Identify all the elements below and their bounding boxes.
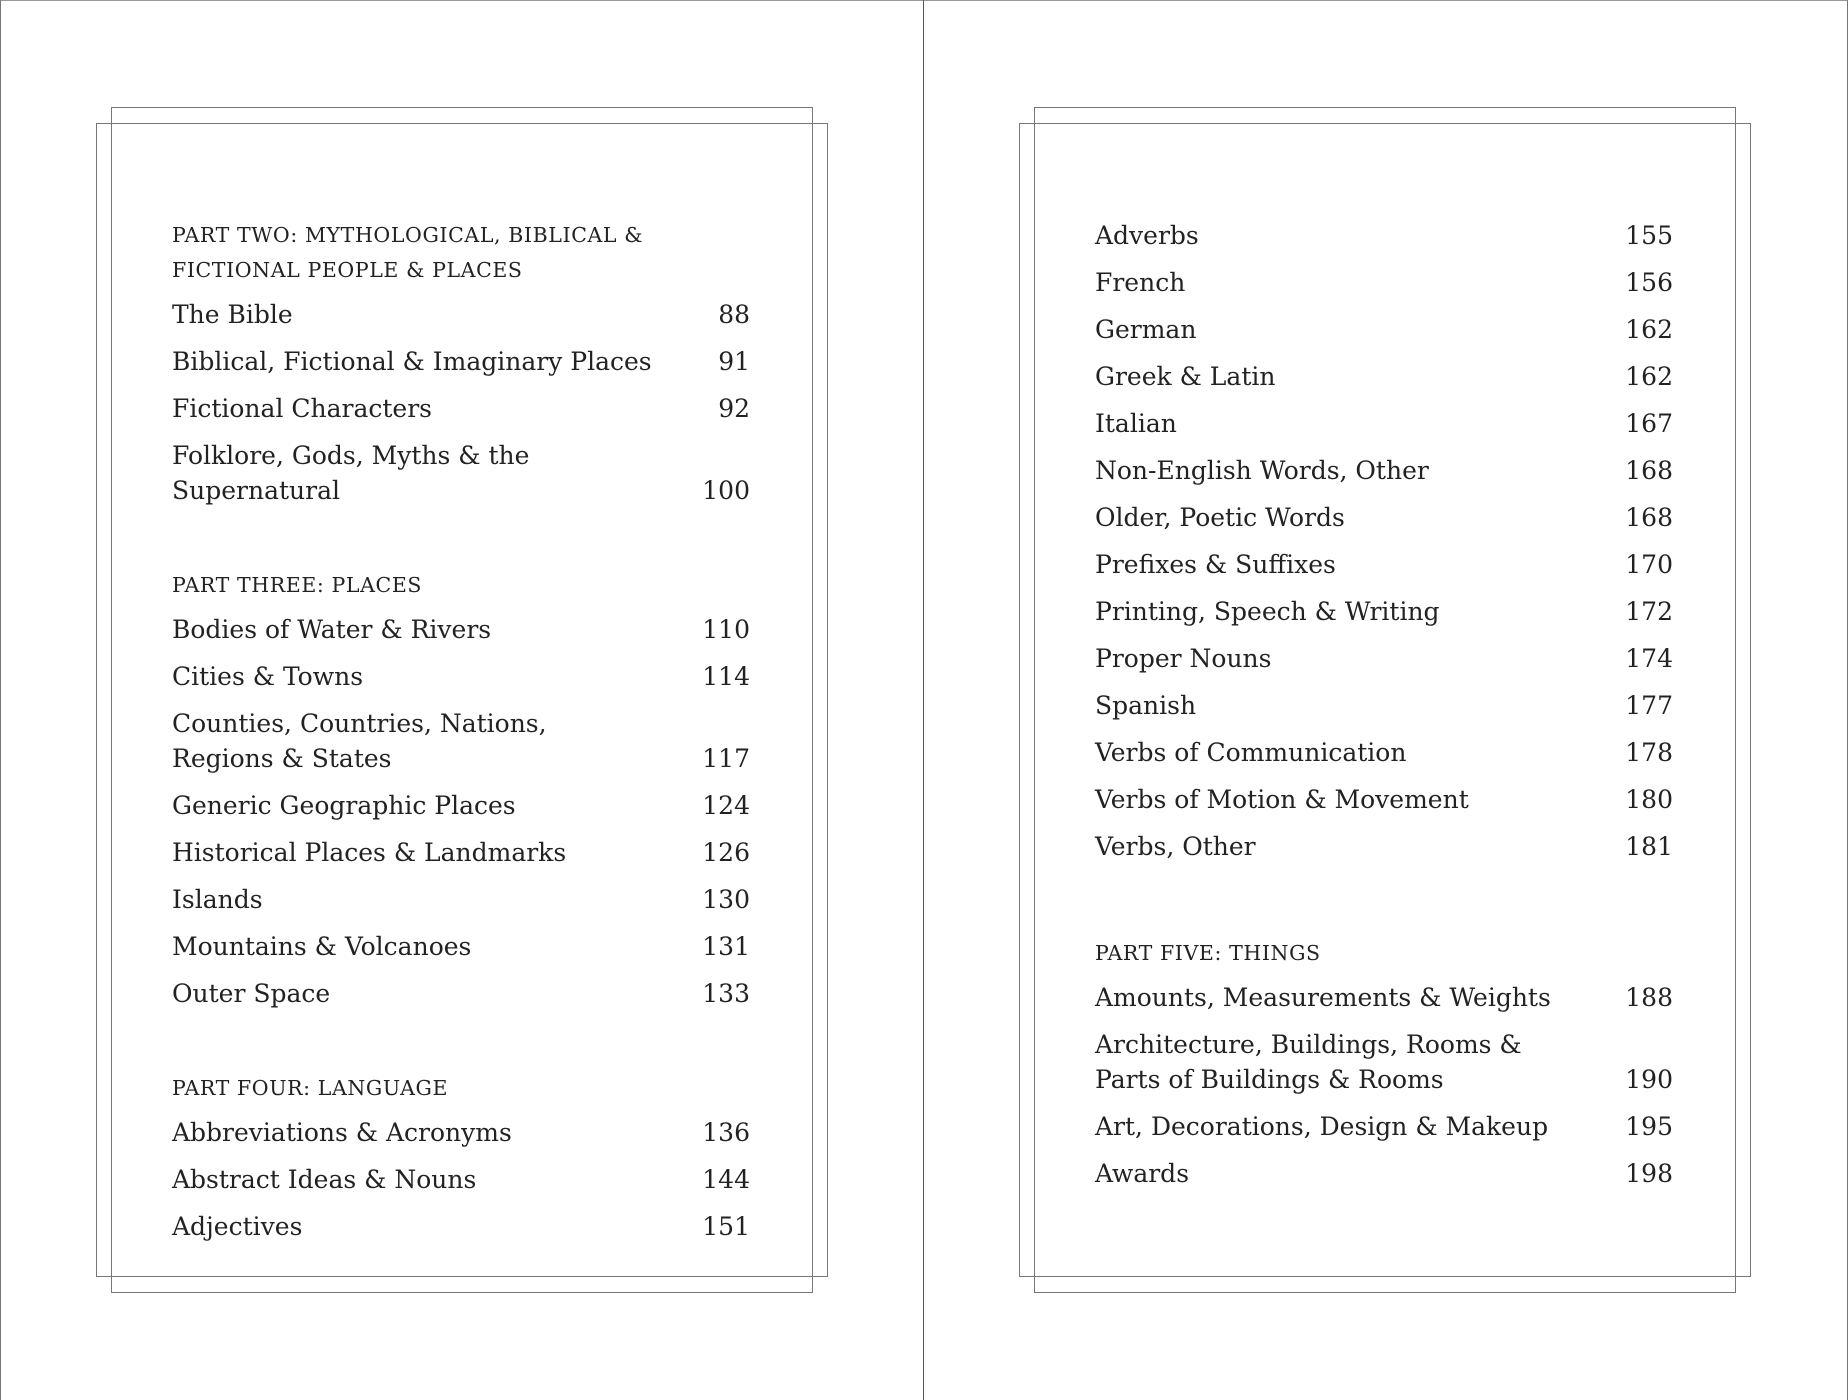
entry-label: Proper Nouns xyxy=(1095,644,1272,673)
toc-entry xyxy=(172,391,750,426)
entry-label: Islands xyxy=(172,885,263,914)
entry-label: Italian xyxy=(1095,409,1177,438)
section-spacer xyxy=(1095,876,1673,936)
toc-entry xyxy=(1095,406,1673,441)
entry-page-number: 198 xyxy=(1625,1159,1673,1188)
toc-entry xyxy=(1095,312,1673,347)
toc-entry xyxy=(172,976,750,1011)
entry-label: Prefixes & Suffixes xyxy=(1095,550,1336,579)
page-left-edge xyxy=(0,0,1,1400)
entry-label: Bodies of Water & Rivers xyxy=(172,615,492,644)
entry-label: Cities & Towns xyxy=(172,662,364,691)
section-spacer xyxy=(172,1023,750,1071)
entry-page-number: 195 xyxy=(1625,1112,1673,1141)
entry-page-number: 174 xyxy=(1625,644,1673,673)
entry-label: Verbs, Other xyxy=(1095,832,1256,861)
toc-entry xyxy=(1095,453,1673,488)
entry-page-number: 133 xyxy=(702,979,750,1008)
entry-page-number: 178 xyxy=(1625,738,1673,767)
toc-entry xyxy=(1095,1027,1673,1097)
entry-page-number: 162 xyxy=(1625,362,1673,391)
entry-page-number: 180 xyxy=(1625,785,1673,814)
entry-label: Biblical, Fictional & Imaginary Places xyxy=(172,347,652,376)
toc-entry xyxy=(1095,641,1673,676)
entry-label: Outer Space xyxy=(172,979,331,1008)
entry-label: Adverbs xyxy=(1095,221,1199,250)
toc-entry xyxy=(172,1209,750,1244)
page-top-edge xyxy=(0,0,1848,1)
entry-page-number: 181 xyxy=(1625,832,1673,861)
entry-label: Fictional Characters xyxy=(172,394,432,423)
section-heading-part-three: PART THREE: PLACES xyxy=(172,573,423,597)
entry-label: Generic Geographic Places xyxy=(172,791,516,820)
entry-page-number: 188 xyxy=(1625,983,1673,1012)
entry-page-number: 155 xyxy=(1625,221,1673,250)
entry-page-number: 124 xyxy=(702,791,750,820)
toc-entry xyxy=(172,659,750,694)
entry-page-number: 168 xyxy=(1625,456,1673,485)
toc-entry xyxy=(1095,829,1673,864)
entry-page-number: 172 xyxy=(1625,597,1673,626)
entry-page-number: 114 xyxy=(702,662,750,691)
entry-label: Verbs of Communication xyxy=(1095,738,1407,767)
toc-entry xyxy=(172,1162,750,1197)
entry-label: Amounts, Measurements & Weights xyxy=(1095,983,1551,1012)
toc-entry xyxy=(1095,735,1673,770)
entry-page-number: 170 xyxy=(1625,550,1673,579)
entry-page-number: 92 xyxy=(718,394,750,423)
entry-label: Historical Places & Landmarks xyxy=(172,838,567,867)
toc-entry xyxy=(1095,265,1673,300)
entry-label: Architecture, Buildings, Rooms & Parts of Buildings & Rooms xyxy=(1095,1030,1522,1094)
entry-label: Non-English Words, Other xyxy=(1095,456,1429,485)
toc-entry xyxy=(172,612,750,647)
toc-entry xyxy=(172,297,750,332)
entry-page-number: 168 xyxy=(1625,503,1673,532)
entry-label: Printing, Speech & Writing xyxy=(1095,597,1440,626)
entry-page-number: 167 xyxy=(1625,409,1673,438)
entry-page-number: 151 xyxy=(702,1212,750,1241)
entry-label: Mountains & Volcanoes xyxy=(172,932,472,961)
entry-page-number: 88 xyxy=(718,300,750,329)
section-heading-part-five: PART FIVE: THINGS xyxy=(1095,941,1321,965)
entry-label: Spanish xyxy=(1095,691,1197,720)
section-heading-part-two: PART TWO: MYTHOLOGICAL, BIBLICAL & FICTIONAL PEOPLE & PLACES xyxy=(172,223,644,282)
entry-label: German xyxy=(1095,315,1197,344)
toc-entry xyxy=(172,344,750,379)
entry-label: Awards xyxy=(1095,1159,1190,1188)
right-page-contents xyxy=(1095,218,1673,1203)
toc-entry xyxy=(1095,359,1673,394)
book-spine-line xyxy=(923,0,924,1400)
entry-label: Abstract Ideas & Nouns xyxy=(172,1165,477,1194)
entry-label: Verbs of Motion & Movement xyxy=(1095,785,1469,814)
toc-entry xyxy=(1095,980,1673,1015)
entry-page-number: 117 xyxy=(702,744,750,773)
entry-page-number: 177 xyxy=(1625,691,1673,720)
left-page-contents xyxy=(172,218,750,1256)
entry-label: French xyxy=(1095,268,1186,297)
toc-entry xyxy=(172,788,750,823)
toc-entry xyxy=(172,929,750,964)
entry-label: Abbreviations & Acronyms xyxy=(172,1118,512,1147)
toc-entry xyxy=(172,438,750,508)
section-heading-part-four: PART FOUR: LANGUAGE xyxy=(172,1076,449,1100)
entry-label: Counties, Countries, Nations, Regions & States xyxy=(172,709,547,773)
entry-label: Art, Decorations, Design & Makeup xyxy=(1095,1112,1549,1141)
toc-entry xyxy=(172,706,750,776)
entry-label: Greek & Latin xyxy=(1095,362,1276,391)
entry-page-number: 126 xyxy=(702,838,750,867)
entry-page-number: 136 xyxy=(702,1118,750,1147)
toc-entry xyxy=(1095,782,1673,817)
toc-entry xyxy=(1095,688,1673,723)
entry-label: Folklore, Gods, Myths & the Supernatural xyxy=(172,441,530,505)
entry-page-number: 110 xyxy=(702,615,750,644)
section-spacer xyxy=(172,520,750,568)
entry-page-number: 131 xyxy=(702,932,750,961)
entry-page-number: 144 xyxy=(702,1165,750,1194)
entry-label: Older, Poetic Words xyxy=(1095,503,1345,532)
entry-page-number: 91 xyxy=(718,347,750,376)
toc-entry xyxy=(172,835,750,870)
toc-entry xyxy=(1095,1109,1673,1144)
entry-label: The Bible xyxy=(172,300,293,329)
entry-label: Adjectives xyxy=(172,1212,303,1241)
toc-entry xyxy=(172,1115,750,1150)
toc-entry xyxy=(1095,594,1673,629)
toc-entry xyxy=(1095,547,1673,582)
entry-page-number: 162 xyxy=(1625,315,1673,344)
toc-entry xyxy=(1095,500,1673,535)
entry-page-number: 156 xyxy=(1625,268,1673,297)
toc-entry xyxy=(1095,218,1673,253)
entry-page-number: 130 xyxy=(702,885,750,914)
toc-entry xyxy=(1095,1156,1673,1191)
entry-page-number: 100 xyxy=(702,476,750,505)
toc-entry xyxy=(172,882,750,917)
entry-page-number: 190 xyxy=(1625,1065,1673,1094)
